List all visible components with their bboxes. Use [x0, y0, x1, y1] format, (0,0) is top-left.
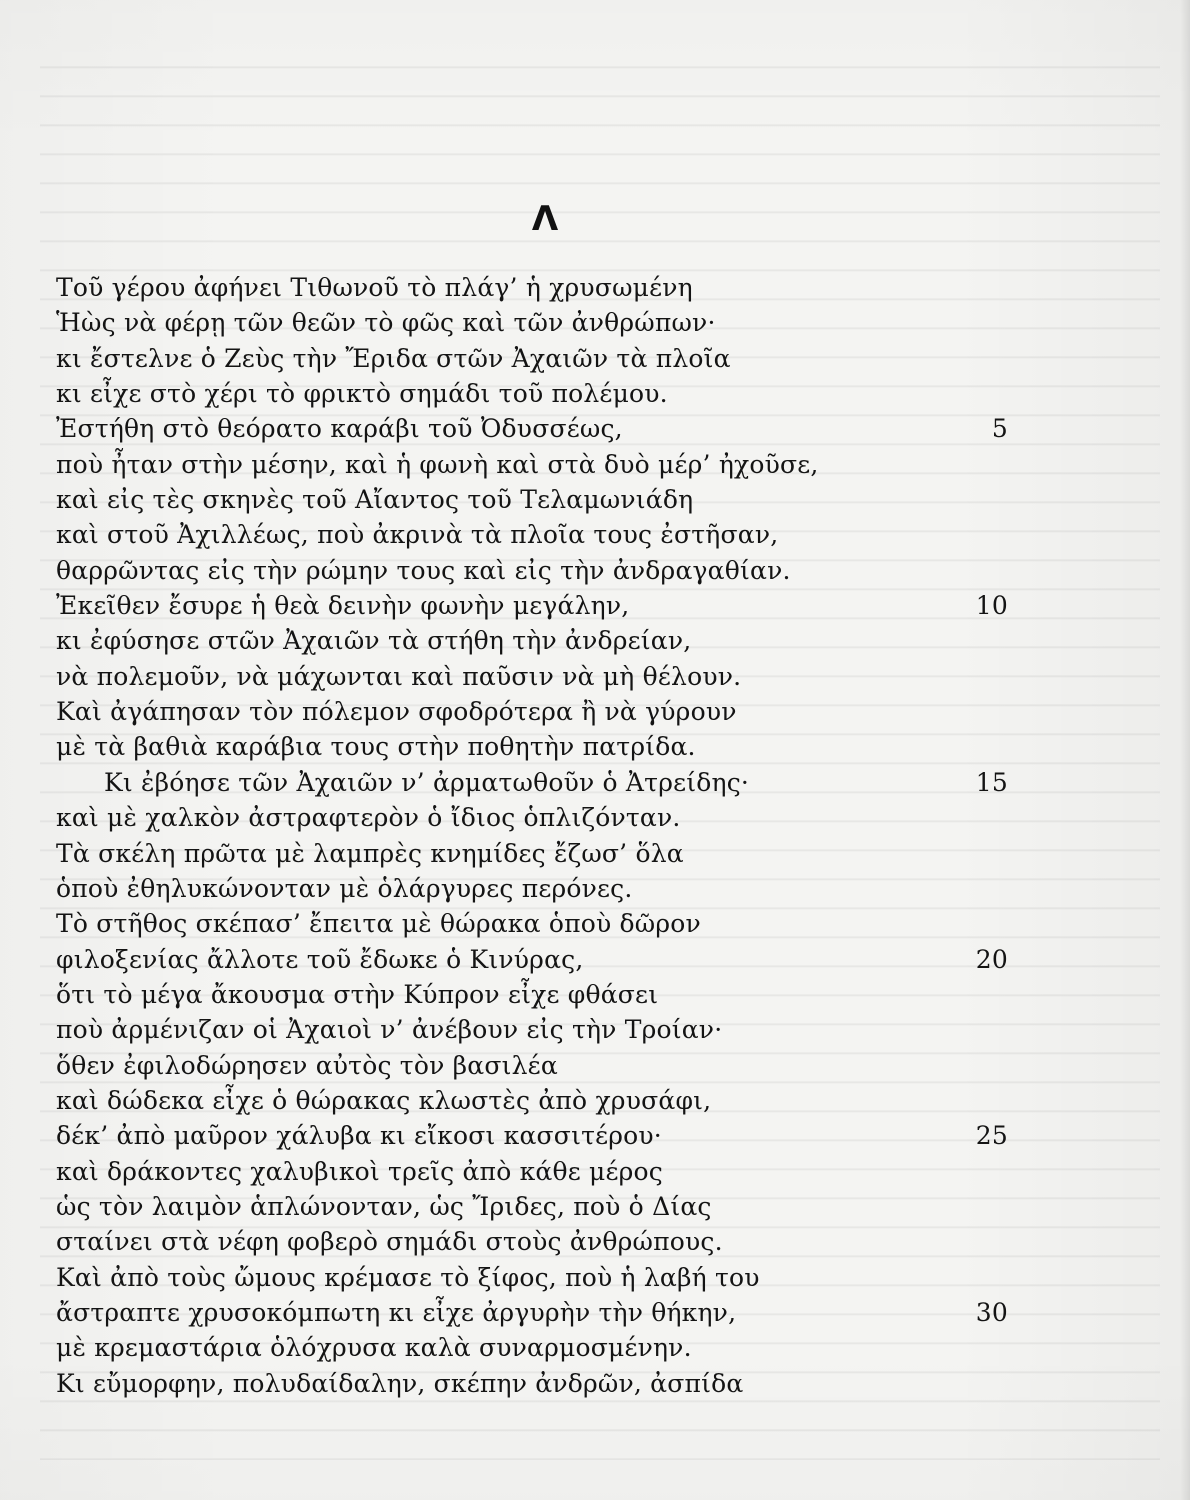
poem-line [56, 1224, 1096, 1259]
poem-line [56, 341, 1096, 376]
poem-line [56, 588, 1096, 623]
line-number: 15 [975, 767, 1008, 797]
poem-line-text: φιλοξενίας ἄλλοτε τοῦ ἔδωκε ὁ Κινύρας, [56, 944, 584, 974]
poem-line-text: μὲ τὰ βαθιὰ καράβια τους στὴν ποθητὴν πατρίδα. [56, 732, 696, 762]
poem-line [56, 977, 1096, 1012]
poem-line [56, 1118, 1096, 1153]
poem-line-text: ὅθεν ἐφιλοδώρησεν αὐτὸς τὸν βασιλέα [56, 1050, 558, 1080]
poem-line-text: καὶ στοῦ Ἀχιλλέως, ποὺ ἀκρινὰ τὰ πλοῖα τους ἐστῆσαν, [56, 520, 779, 550]
poem-line-text: Τὰ σκέλη πρῶτα μὲ λαμπρὲς κνημίδες ἔζωσ’ ὅλα [56, 838, 684, 868]
poem-line-text: ποὺ ἦταν στὴν μέσην, καὶ ἡ φωνὴ καὶ στὰ δυὸ μέρ’ ἠχοῦσε, [56, 449, 819, 479]
poem-line [56, 1154, 1096, 1189]
poem-line [56, 447, 1096, 482]
poem-line [56, 836, 1096, 871]
page-edge-shadow [1180, 0, 1190, 1500]
poem-line [56, 1330, 1096, 1365]
poem-line-text: Κι ἐβόησε τῶν Ἀχαιῶν ν’ ἀρματωθοῦν ὁ Ἀτρείδης· [104, 767, 750, 797]
poem-line-text: καὶ μὲ χαλκὸν ἀστραφτερὸν ὁ ἴδιος ὁπλιζόνταν. [56, 803, 681, 833]
poem-line [56, 482, 1096, 517]
poem-line [56, 871, 1096, 906]
poem-line-text: Τοῦ γέρου ἀφήνει Τιθωνοῦ τὸ πλάγ’ ἡ χρυσωμένη [56, 273, 693, 302]
line-number: 10 [975, 591, 1008, 621]
poem-line [56, 1048, 1096, 1083]
poem-line-text: καὶ δώδεκα εἶχε ὁ θώρακας κλωστὲς ἀπὸ χρυσάφι, [56, 1085, 712, 1115]
poem-line-text: σταίνει στὰ νέφη φοβερὸ σημάδι στοὺς ἀνθρώπους. [56, 1227, 723, 1257]
poem-line [56, 553, 1096, 588]
poem-text-block [56, 270, 1096, 1401]
line-number: 30 [975, 1297, 1008, 1327]
poem-line [56, 800, 1096, 835]
chapter-marker: Λ [531, 199, 559, 239]
poem-line [56, 1012, 1096, 1047]
poem-line-text: ποὺ ἀρμένιζαν οἱ Ἀχαιοὶ ν’ ἀνέβουν εἰς τὴν Τροίαν· [56, 1015, 723, 1045]
poem-line [56, 1260, 1096, 1295]
poem-line [56, 906, 1096, 941]
poem-line-text: μὲ κρεμαστάρια ὁλόχρυσα καλὰ συναρμοσμένην. [56, 1333, 692, 1363]
poem-line-text: ἄστραπτε χρυσοκόμπωτη κι εἶχε ἀργυρὴν τὴν θήκην, [56, 1297, 737, 1327]
poem-line [56, 1083, 1096, 1118]
poem-line [56, 1295, 1096, 1330]
poem-line [56, 942, 1096, 977]
poem-line-text: κι εἶχε στὸ χέρι τὸ φρικτὸ σημάδι τοῦ πολέμου. [56, 379, 668, 409]
poem-line-text: ὅτι τὸ μέγα ἄκουσμα στὴν Κύπρον εἶχε φθάσει [56, 979, 659, 1009]
poem-line-text: Ἐστήθη στὸ θεόρατο καράβι τοῦ Ὀδυσσέως, [56, 414, 623, 444]
poem-line-text: δέκ’ ἀπὸ μαῦρον χάλυβα κι εἴκοσι κασσιτέρου· [56, 1121, 662, 1151]
poem-line-text: κι ἐφύσησε στῶν Ἀχαιῶν τὰ στήθη τὴν ἀνδρείαν, [56, 626, 692, 656]
poem-line-text: κι ἔστελνε ὁ Ζεὺς τὴν Ἔριδα στῶν Ἀχαιῶν τὰ πλοῖα [56, 343, 731, 373]
line-number: 25 [975, 1121, 1008, 1151]
poem-line-text: θαρρῶντας εἰς τὴν ρώμην τους καὶ εἰς τὴν ἀνδραγαθίαν. [56, 555, 791, 585]
poem-line [56, 517, 1096, 552]
poem-line-text: ὁποὺ ἐθηλυκώνονταν μὲ ὁλάργυρες περόνες. [56, 873, 633, 903]
poem-line [56, 765, 1096, 800]
poem-line [56, 623, 1096, 658]
poem-line [56, 1366, 1096, 1401]
poem-line-text: Ἐκεῖθεν ἔσυρε ἡ θεὰ δεινὴν φωνὴν μεγάλην, [56, 591, 630, 621]
poem-line-text: Ἡὼς νὰ φέρῃ τῶν θεῶν τὸ φῶς καὶ τῶν ἀνθρώπων· [56, 308, 716, 338]
poem-line [56, 270, 1096, 305]
poem-line [56, 659, 1096, 694]
poem-line [56, 1189, 1096, 1224]
line-number: 20 [975, 944, 1008, 974]
poem-line-text: ὡς τὸν λαιμὸν ἁπλώνονταν, ὡς Ἴριδες, ποὺ ὁ Δίας [56, 1191, 712, 1221]
poem-line-text: νὰ πολεμοῦν, νὰ μάχωνται καὶ παῦσιν νὰ μὴ θέλουν. [56, 661, 742, 691]
poem-line-text: Καὶ ἀπὸ τοὺς ὤμους κρέμασε τὸ ξίφος, ποὺ ἡ λαβή του [56, 1262, 760, 1292]
poem-line-text: καὶ δράκοντες χαλυβικοὶ τρεῖς ἀπὸ κάθε μέρος [56, 1156, 663, 1186]
line-number: 5 [991, 414, 1008, 444]
poem-line-text: Κι εὔμορφην, πολυδαίδαλην, σκέπην ἀνδρῶν, ἀσπίδα [56, 1368, 744, 1398]
poem-line-text: Καὶ ἀγάπησαν τὸν πόλεμον σφοδρότερα ἢ νὰ γύρουν [56, 697, 737, 727]
poem-line [56, 305, 1096, 340]
poem-line [56, 729, 1096, 764]
poem-line-text: καὶ εἰς τὲς σκηνὲς τοῦ Αἴαντος τοῦ Τελαμωνιάδη [56, 485, 694, 515]
poem-line [56, 376, 1096, 411]
poem-line [56, 411, 1096, 446]
poem-line [56, 694, 1096, 729]
poem-line-text: Τὸ στῆθος σκέπασ’ ἔπειτα μὲ θώρακα ὁποὺ δῶρον [56, 909, 701, 939]
